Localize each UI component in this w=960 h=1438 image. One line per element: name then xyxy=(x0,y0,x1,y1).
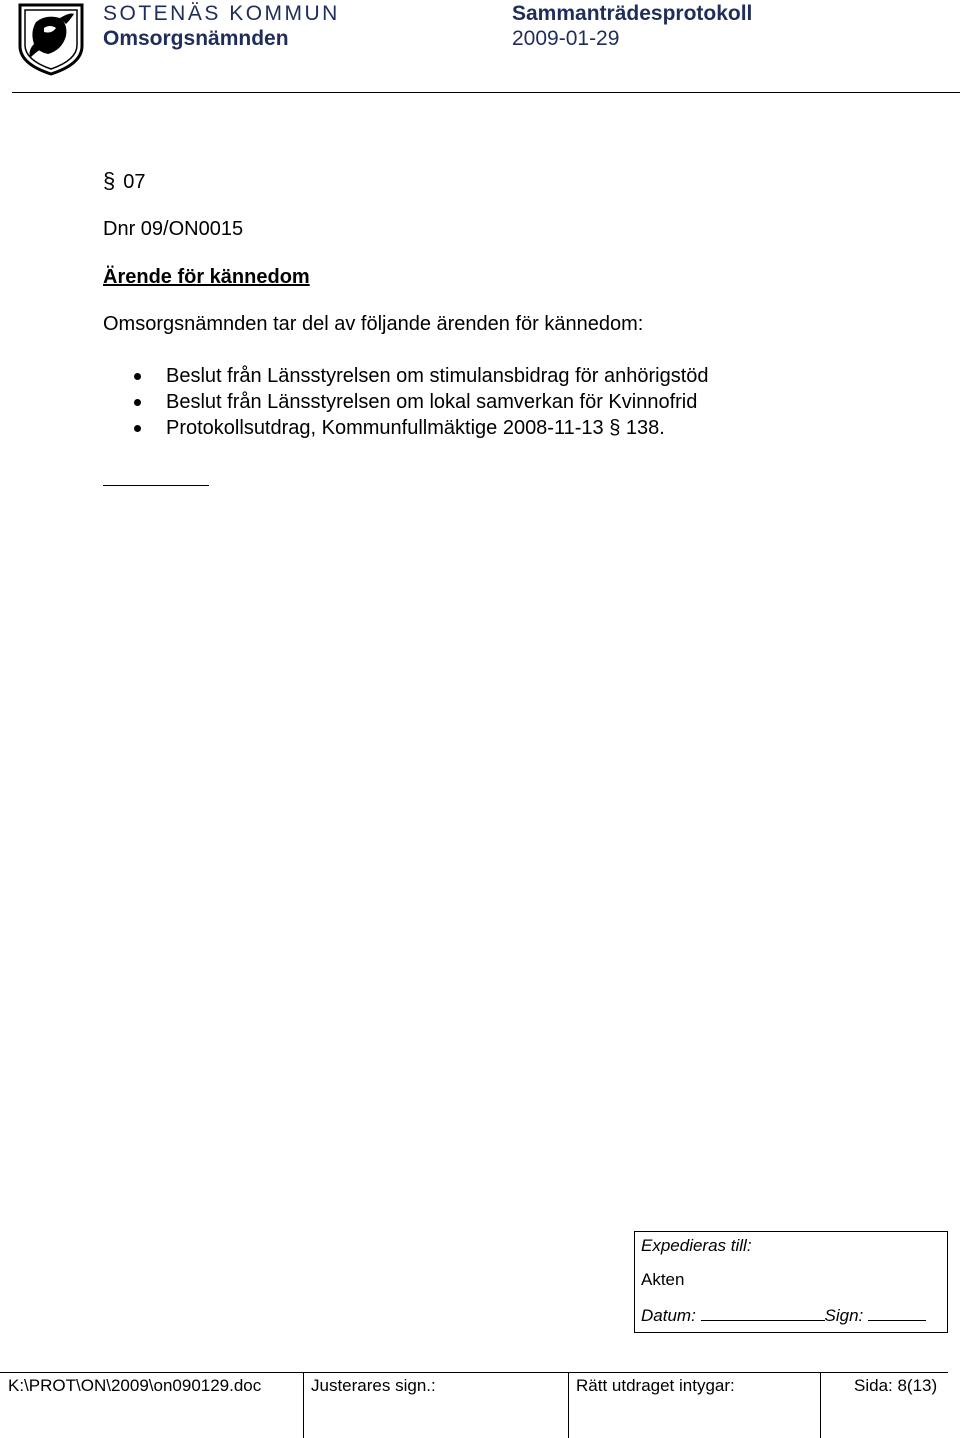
expedition-label: Expedieras till: xyxy=(641,1236,752,1255)
expedition-date-sign-row xyxy=(641,1304,926,1326)
expedition-box xyxy=(634,1231,948,1333)
footer-adjuster-label: Justerares sign.: xyxy=(311,1376,436,1395)
section-number xyxy=(103,168,146,194)
committee-name: Omsorgsnämnden xyxy=(103,27,289,50)
footer-separator xyxy=(568,1373,569,1438)
organization-name: SOTENÄS KOMMUN xyxy=(103,2,340,25)
list-item-text: Beslut från Länsstyrelsen om lokal samverkan för Kvinnofrid xyxy=(166,391,698,413)
list-item xyxy=(132,390,709,416)
bullet-icon xyxy=(134,399,141,406)
footer-divider xyxy=(0,1372,948,1373)
footer-separator xyxy=(820,1373,821,1438)
case-number: Dnr 09/ON0015 xyxy=(103,218,244,240)
footer-certified-label: Rätt utdraget intygar: xyxy=(576,1376,735,1395)
intro-text: Omsorgsnämnden tar del av följande ärenden för kännedom: xyxy=(103,313,644,335)
document-type: Sammanträdesprotokoll xyxy=(512,2,753,25)
section-symbol: § xyxy=(103,168,116,193)
bullet-icon xyxy=(134,425,141,432)
header-divider xyxy=(12,92,960,93)
list-item xyxy=(132,416,709,442)
date-line xyxy=(701,1304,825,1321)
document-date: 2009-01-29 xyxy=(512,27,620,50)
footer-page-number: Sida: 8(13) xyxy=(854,1376,938,1395)
item-list xyxy=(132,364,709,442)
footer-separator xyxy=(303,1373,304,1438)
date-label: Datum: xyxy=(641,1306,696,1325)
list-item xyxy=(132,364,709,390)
sign-label: Sign: xyxy=(824,1306,864,1325)
footer-file-path: K:\PROT\ON\2009\on090129.doc xyxy=(8,1376,262,1395)
case-heading: Ärende för kännedom xyxy=(103,266,310,288)
sign-line xyxy=(868,1304,926,1321)
list-item-text: Protokollsutdrag, Kommunfullmäktige 2008-11-13 § 138. xyxy=(166,417,665,439)
expedition-recipient: Akten xyxy=(641,1270,685,1289)
municipality-shield-logo xyxy=(16,2,86,76)
section-number-value: 07 xyxy=(123,171,146,193)
bullet-icon xyxy=(134,373,141,380)
section-end-rule xyxy=(103,485,209,486)
list-item-text: Beslut från Länsstyrelsen om stimulansbidrag för anhörigstöd xyxy=(166,365,709,387)
